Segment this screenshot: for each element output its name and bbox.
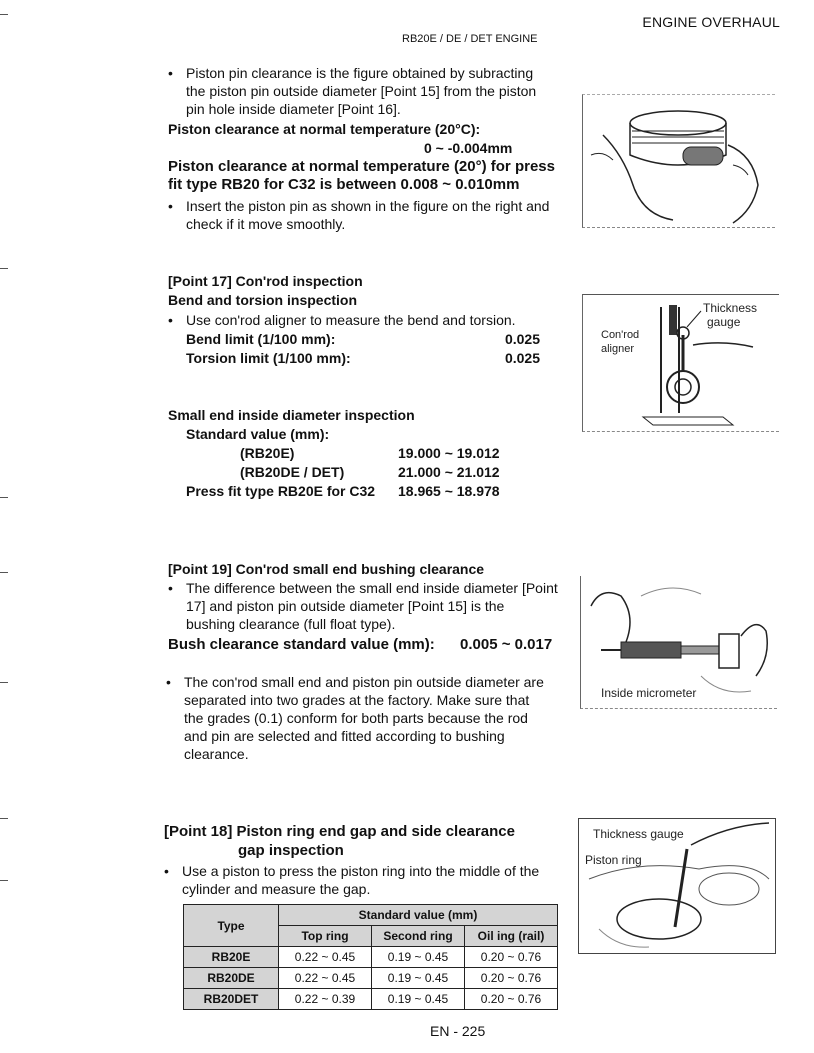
press-fit-note [168, 158, 578, 194]
ring-spec-table-wrap [183, 904, 558, 1010]
aligner-label: aligner [601, 343, 635, 355]
text-line: Use a piston to press the piston ring into the middle of the [182, 863, 540, 879]
row-label: (RB20E) [240, 445, 295, 461]
torsion-limit-label: Torsion limit (1/100 mm): [186, 350, 351, 366]
thickness-label: Thickness [703, 301, 758, 315]
scan-mark [0, 572, 8, 573]
piston-pin-figure [582, 94, 775, 228]
clearance-normal-value: 0 ~ -0.004mm [424, 140, 513, 156]
type-header: Type [184, 905, 279, 947]
value-cell: 0.20 ~ 0.76 [465, 968, 558, 989]
scan-mark [0, 818, 8, 819]
text-line: the grades (0.1) conform for both parts because the rod [184, 710, 528, 726]
scan-mark [0, 880, 8, 881]
value-cell: 0.19 ~ 0.45 [372, 968, 465, 989]
ring-title: [Point 18] Piston ring end gap and side clearance [164, 823, 515, 840]
gauge-label: gauge [707, 315, 741, 329]
col-header: Oil ing (rail) [465, 926, 558, 947]
text-line: 17] and piston pin outside diameter [Point 15] is the [186, 598, 505, 614]
row-value: 21.000 ~ 21.012 [398, 464, 500, 480]
text-line: The difference between the small end inside diameter [Point [186, 580, 558, 596]
row-label: (RB20DE / DET) [240, 464, 345, 480]
bushing-bullet-1: • The difference between the small end inside diameter [Point 17] and piston pin outside diameter [Point 15] is the bushing clearance (full float type). [186, 579, 576, 633]
torsion-limit-row [186, 349, 540, 367]
table-row [184, 989, 558, 1010]
value-cell: 0.19 ~ 0.45 [372, 947, 465, 968]
small-end-title: Small end inside diameter inspection [168, 407, 415, 423]
bush-std-row [168, 636, 568, 654]
torsion-limit-value: 0.025 [504, 350, 540, 366]
bushing-title: [Point 19] Con'rod small end bushing clearance [168, 561, 485, 577]
value-cell: 0.19 ~ 0.45 [372, 989, 465, 1010]
conrod-label: Con'rod [601, 329, 640, 341]
table-row [184, 968, 558, 989]
scan-mark [0, 268, 8, 269]
value-cell: 0.22 ~ 0.45 [279, 968, 372, 989]
press-fit-row [186, 482, 540, 500]
type-cell: RB20E [184, 947, 279, 968]
pin-bullet-2: • Insert the piston pin as shown in the figure on the right and check if it move smoothly. [186, 197, 581, 233]
conrod-subtitle: Bend and torsion inspection [168, 292, 358, 308]
scan-mark [0, 14, 8, 15]
ring-gap-figure [578, 818, 776, 954]
col-header: Top ring [279, 926, 372, 947]
scan-mark [0, 682, 8, 683]
small-end-std: Standard value (mm): [186, 426, 330, 442]
bend-limit-row [186, 330, 540, 348]
text-line: Piston clearance at normal temperature (20°) for press [168, 158, 555, 175]
value-cell: 0.20 ~ 0.76 [465, 947, 558, 968]
bush-std-label: Bush clearance standard value (mm): [168, 636, 435, 653]
conrod-title: [Point 17] Con'rod inspection [168, 273, 363, 289]
bush-std-value: 0.005 ~ 0.017 [460, 636, 553, 653]
text-line: bushing clearance (full float type). [186, 616, 396, 632]
scan-mark [0, 497, 8, 498]
engine-title: RB20E / DE / DET ENGINE [402, 33, 538, 45]
press-fit-value: 18.965 ~ 18.978 [398, 483, 500, 499]
text-line: Insert the piston pin as shown in the figure on the right and [186, 198, 550, 214]
micrometer-label: Inside micrometer [601, 686, 697, 700]
type-cell: RB20DET [184, 989, 279, 1010]
value-cell: 0.22 ~ 0.39 [279, 989, 372, 1010]
text-line: check if it move smoothly. [186, 216, 346, 232]
value-cell: 0.20 ~ 0.76 [465, 989, 558, 1010]
type-cell: RB20DE [184, 968, 279, 989]
section-title: ENGINE OVERHAUL [642, 14, 780, 30]
text-line: cylinder and measure the gap. [182, 881, 371, 897]
pin-bullet-1: • Piston pin clearance is the figure obtained by subracting the piston pin outside diameter [Point 15] from the piston pin hole inside diameter [Point 16]. [186, 64, 576, 118]
inside-micrometer-figure [580, 576, 777, 709]
bushing-bullet-2: • The con'rod small end and piston pin outside diameter are separated into two grades at the factory. Make sure that the grades (0.1) conform for both parts because the rod and pin are selected and fitted according to bushing clearance. [184, 673, 576, 763]
text-line: clearance. [184, 746, 249, 762]
col-header: Second ring [372, 926, 465, 947]
text-line: separated into two grades at the factory. Make sure that [184, 692, 530, 708]
small-end-row [240, 463, 540, 481]
ring-bullet: • Use a piston to press the piston ring into the middle of the cylinder and measure the gap. [182, 862, 578, 898]
text-line: pin hole inside diameter [Point 16]. [186, 101, 401, 117]
bend-limit-label: Bend limit (1/100 mm): [186, 331, 336, 347]
small-end-row [240, 444, 540, 462]
text-line: the piston pin outside diameter [Point 15] from the piston [186, 83, 537, 99]
page-number: EN - 225 [430, 1023, 486, 1039]
thickness-gauge-label: Thickness gauge [593, 827, 684, 841]
text-line: The con'rod small end and piston pin outside diameter are [184, 674, 544, 690]
ring-title-2: gap inspection [238, 842, 344, 859]
conrod-bullet: • Use con'rod aligner to measure the bend and torsion. [186, 311, 566, 329]
piston-ring-label: Piston ring [585, 853, 642, 867]
conrod-aligner-figure [582, 294, 779, 432]
table-row [184, 947, 558, 968]
value-cell: 0.22 ~ 0.45 [279, 947, 372, 968]
text-line: fit type RB20 for C32 is between 0.008 ~ 0.010mm [168, 176, 520, 193]
bend-limit-value: 0.025 [504, 331, 540, 347]
row-value: 19.000 ~ 19.012 [398, 445, 500, 461]
clearance-normal-label: Piston clearance at normal temperature (20°C): [168, 121, 481, 137]
text-line: and pin are selected and fitted according to bushing [184, 728, 505, 744]
std-header: Standard value (mm) [279, 905, 558, 926]
press-fit-label: Press fit type RB20E for C32 [186, 483, 376, 499]
text-line: Use con'rod aligner to measure the bend and torsion. [186, 312, 516, 328]
text-line: Piston pin clearance is the figure obtained by subracting [186, 65, 534, 81]
ring-spec-table [183, 904, 558, 1010]
